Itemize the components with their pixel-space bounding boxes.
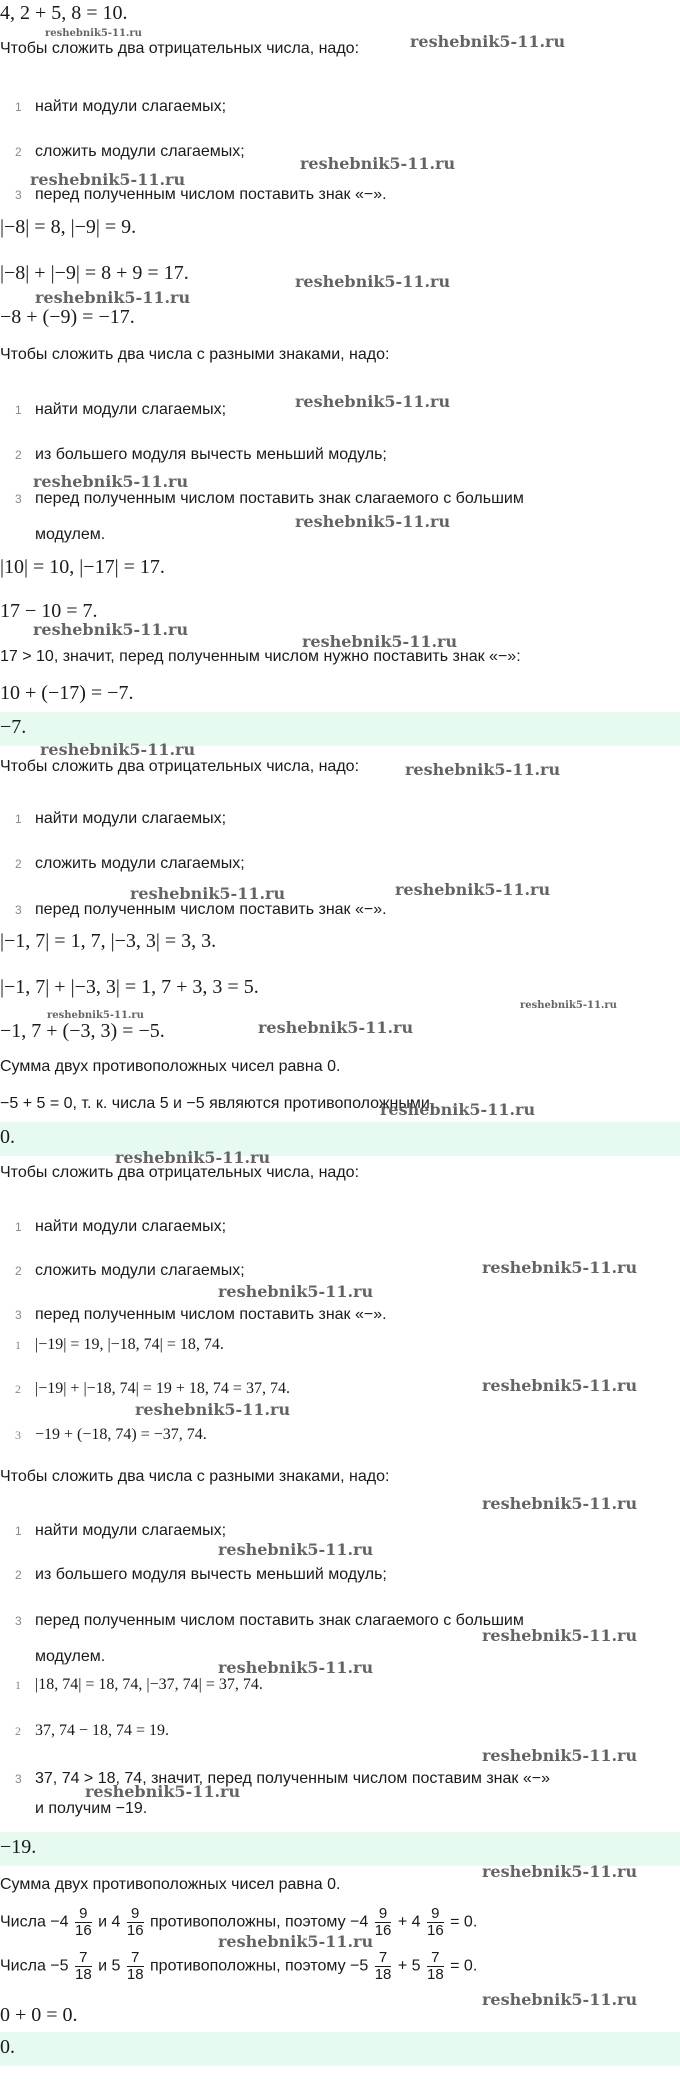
math-line: −5 + 5 = 0, т. к. числа 5 и −5 являются противоположными. (0, 1095, 435, 1112)
list-item: 3 перед полученным числом поставить знак «−». (15, 186, 387, 203)
watermark: reshebnik5-11.ru (395, 880, 551, 899)
math-line: −8 + (−9) = −17. (0, 306, 135, 328)
math-line: 10 + (−17) = −7. (0, 682, 134, 704)
rule-heading: Чтобы сложить два отрицательных числа, надо: (0, 758, 360, 775)
list-item: 1 найти модули слагаемых; (15, 1218, 227, 1235)
rule-heading: Чтобы сложить два отрицательных числа, надо: (0, 40, 360, 57)
watermark: reshebnik5-11.ru (33, 472, 189, 491)
math-line: |−1, 7| + |−3, 3| = 1, 7 + 3, 3 = 5. (0, 976, 259, 998)
answer: −7. (0, 716, 27, 738)
fraction: $\frac{7}{18}$ (374, 1949, 392, 1983)
answer: −19. (0, 1836, 37, 1858)
watermark: reshebnik5-11.ru (40, 740, 196, 759)
watermark: reshebnik5-11.ru (35, 288, 191, 307)
math-line: |−1, 7| = 1, 7, |−3, 3| = 3, 3. (0, 930, 217, 952)
list-item: 1 |18, 74| = 18, 74, |−37, 74| = 37, 74. (15, 1676, 263, 1693)
list-item-continuation: модулем. (35, 526, 106, 543)
list-item: 3 37, 74 > 18, 74, значит, перед полученным числом поставим знак «−» (15, 1770, 550, 1787)
watermark: reshebnik5-11.ru (482, 1258, 638, 1277)
watermark: reshebnik5-11.ru (218, 1282, 374, 1301)
answer-box (0, 1122, 680, 1156)
answer: 0. (0, 1126, 15, 1148)
math-line: Сумма двух противоположных чисел равна 0. (0, 1058, 341, 1075)
fraction: $\frac{7}{18}$ (126, 1949, 144, 1983)
list-item: 3 −19 + (−18, 74) = −37, 74. (15, 1426, 207, 1443)
watermark: reshebnik5-11.ru (295, 512, 451, 531)
list-item: 2 сложить модули слагаемых; (15, 143, 245, 160)
watermark: reshebnik5-11.ru (520, 1000, 617, 1011)
watermark: reshebnik5-11.ru (295, 392, 451, 411)
watermark: reshebnik5-11.ru (482, 1376, 638, 1395)
watermark: reshebnik5-11.ru (482, 1626, 638, 1645)
watermark: reshebnik5-11.ru (410, 32, 566, 51)
fraction-line: Числа −5 $\frac{7}{18}$ и 5 $\frac{7}{18}$ противоположны, поэтому −5 $\frac{7}{18}$ + 5 $\frac{7}{18}$ = 0. (0, 1949, 478, 1983)
watermark: reshebnik5-11.ru (405, 760, 561, 779)
rule-heading: Чтобы сложить два отрицательных числа, надо: (0, 1164, 360, 1181)
watermark: reshebnik5-11.ru (258, 1018, 414, 1037)
watermark: reshebnik5-11.ru (482, 1990, 638, 2009)
watermark: reshebnik5-11.ru (115, 1148, 271, 1167)
math-line: 4, 2 + 5, 8 = 10. (0, 2, 128, 24)
fraction: $\frac{9}{16}$ (74, 1905, 92, 1939)
math-line: Сумма двух противоположных чисел равна 0. (0, 1876, 341, 1893)
watermark: reshebnik5-11.ru (295, 272, 451, 291)
list-item: 1 найти модули слагаемых; (15, 401, 227, 418)
math-line: 17 > 10, значит, перед полученным числом нужно поставить знак «−»: (0, 648, 521, 665)
watermark: reshebnik5-11.ru (482, 1862, 638, 1881)
rule-heading: Чтобы сложить два числа с разными знаками, надо: (0, 346, 390, 363)
list-item: 1 найти модули слагаемых; (15, 1522, 227, 1539)
watermark: reshebnik5-11.ru (482, 1746, 638, 1765)
answer-box (0, 1832, 680, 1866)
list-item: 1 |−19| = 19, |−18, 74| = 18, 74. (15, 1336, 224, 1353)
fraction: $\frac{9}{16}$ (374, 1905, 392, 1939)
watermark: reshebnik5-11.ru (33, 620, 189, 639)
watermark: reshebnik5-11.ru (482, 1494, 638, 1513)
watermark: reshebnik5-11.ru (45, 28, 142, 39)
watermark: reshebnik5-11.ru (300, 154, 456, 173)
list-item: 3 перед полученным числом поставить знак слагаемого с большим (15, 490, 524, 507)
watermark: reshebnik5-11.ru (130, 884, 286, 903)
list-item: 3 перед полученным числом поставить знак «−». (15, 901, 387, 918)
list-item: 2 из большего модуля вычесть меньший модуль; (15, 1566, 387, 1583)
list-item: 2 37, 74 − 18, 74 = 19. (15, 1722, 170, 1739)
list-item-continuation: модулем. (35, 1648, 106, 1665)
watermark: reshebnik5-11.ru (380, 1100, 536, 1119)
fraction: $\frac{9}{16}$ (427, 1905, 444, 1939)
list-item: 3 перед полученным числом поставить знак слагаемого с большим (15, 1612, 524, 1629)
fraction-line: Числа −4 $\frac{9}{16}$ и 4 $\frac{9}{16}$ противоположны, поэтому −4 $\frac{9}{16}$ + 4 $\frac{9}{16}$ = 0. (0, 1905, 478, 1939)
watermark: reshebnik5-11.ru (218, 1658, 374, 1677)
math-line: |−8| = 8, |−9| = 9. (0, 216, 137, 238)
watermark: reshebnik5-11.ru (85, 1782, 241, 1801)
list-item: 2 сложить модули слагаемых; (15, 1262, 245, 1279)
watermark: reshebnik5-11.ru (30, 170, 186, 189)
watermark: reshebnik5-11.ru (218, 1932, 374, 1951)
watermark: reshebnik5-11.ru (218, 1540, 374, 1559)
fraction: $\frac{7}{18}$ (427, 1949, 444, 1983)
math-line: |10| = 10, |−17| = 17. (0, 556, 165, 578)
math-line: 17 − 10 = 7. (0, 600, 98, 622)
fraction: $\frac{7}{18}$ (74, 1949, 92, 1983)
watermark: reshebnik5-11.ru (302, 632, 458, 651)
watermark: reshebnik5-11.ru (47, 1010, 144, 1021)
list-item: 1 найти модули слагаемых; (15, 98, 227, 115)
list-item: 2 сложить модули слагаемых; (15, 855, 245, 872)
list-item: 1 найти модули слагаемых; (15, 810, 227, 827)
math-line: 0 + 0 = 0. (0, 2004, 78, 2026)
answer-box (0, 2032, 680, 2066)
list-item: 2 |−19| + |−18, 74| = 19 + 18, 74 = 37, 74. (15, 1380, 290, 1397)
list-item-continuation: и получим −19. (35, 1800, 148, 1817)
math-line: −1, 7 + (−3, 3) = −5. (0, 1020, 165, 1042)
fraction: $\frac{9}{16}$ (126, 1905, 144, 1939)
answer: 0. (0, 2036, 15, 2058)
rule-heading: Чтобы сложить два числа с разными знаками, надо: (0, 1468, 390, 1485)
list-item: 3 перед полученным числом поставить знак «−». (15, 1306, 387, 1323)
list-item: 2 из большего модуля вычесть меньший модуль; (15, 446, 387, 463)
watermark: reshebnik5-11.ru (135, 1400, 291, 1419)
math-line: |−8| + |−9| = 8 + 9 = 17. (0, 262, 189, 284)
